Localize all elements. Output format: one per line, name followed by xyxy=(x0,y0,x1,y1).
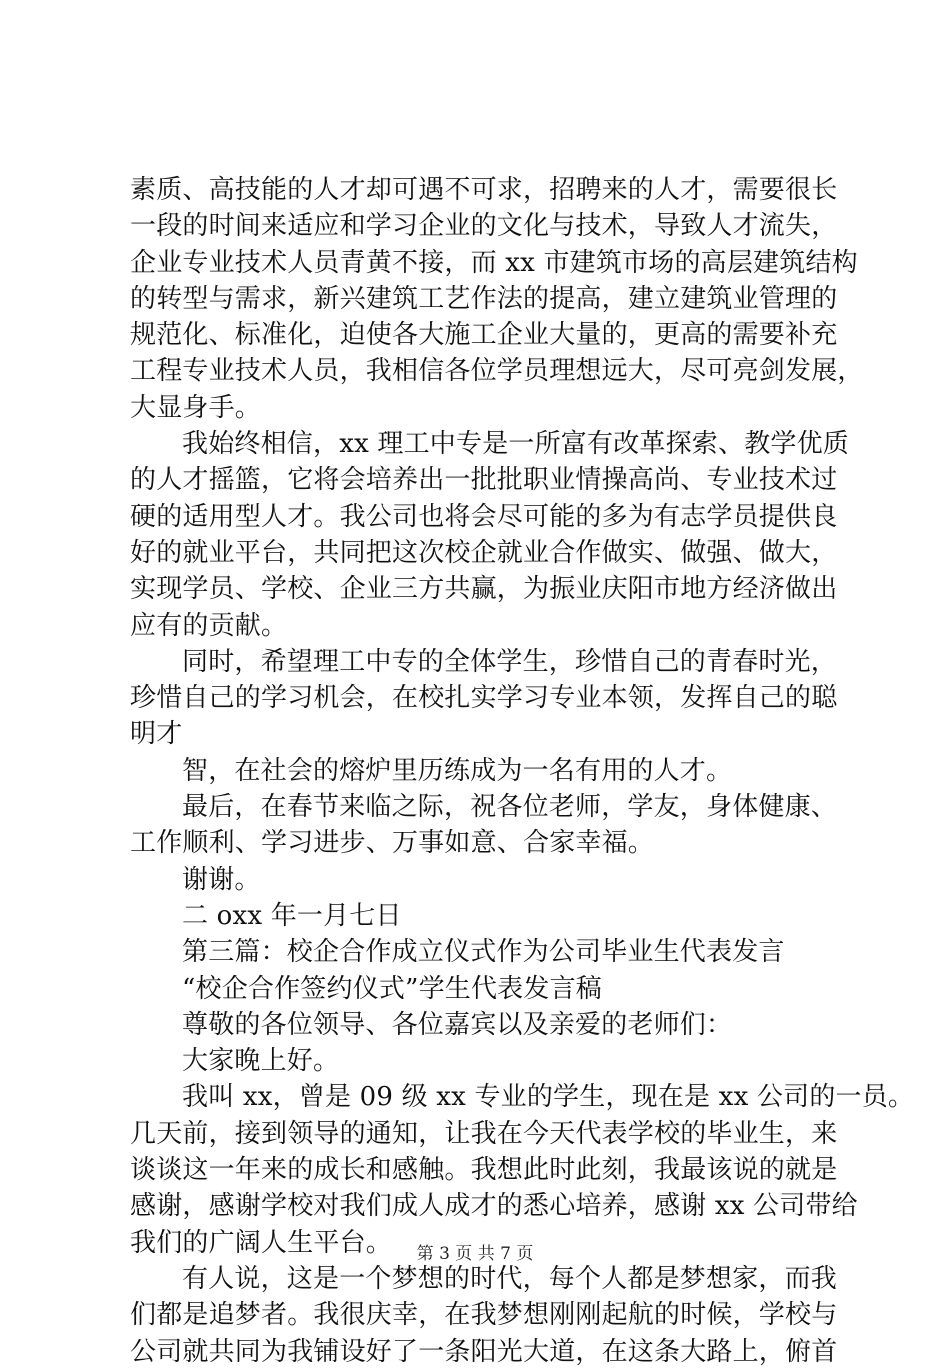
text-line: 大显身手。 xyxy=(130,392,262,423)
text-line: 珍惜自己的学习机会，在校扎实学习专业本领，发挥自己的聪 xyxy=(130,683,838,714)
text-line: 规范化、标准化，迫使各大施工企业大量的，更高的需要补充 xyxy=(130,320,838,351)
text-line: 工作顺利、学习进步、万事如意、合家幸福。 xyxy=(130,828,655,859)
text-line: 工程专业技术人员，我相信各位学员理想远大，尽可亮剑发展， xyxy=(130,356,864,387)
text-line: 的人才摇篮，它将会培养出一批批职业情操高尚、专业技术过 xyxy=(130,465,838,496)
text-line: 有人说，这是一个梦想的时代，每个人都是梦想家，而我 xyxy=(182,1263,838,1294)
greeting: 大家晚上好。 xyxy=(182,1046,340,1077)
text-line: 谢谢。 xyxy=(182,864,261,895)
page-number-footer: 第 3 页 共 7 页 xyxy=(416,1244,534,1264)
document-body xyxy=(130,172,915,1370)
text-line: 最后，在春节来临之际，祝各位老师，学友，身体健康、 xyxy=(182,792,838,823)
text-line: 的转型与需求，新兴建筑工艺作法的提高，建立建筑业管理的 xyxy=(130,283,838,314)
text-line: 同时，希望理工中专的全体学生，珍惜自己的青春时光， xyxy=(182,646,838,677)
text-line: 公司就共同为我铺设好了一条阳光大道，在这条大路上，俯首 xyxy=(130,1336,838,1367)
text-line: 应有的贡献。 xyxy=(130,610,288,641)
text-line: 们都是追梦者。我很庆幸，在我梦想刚刚起航的时候，学校与 xyxy=(130,1300,838,1331)
text-line: 几天前，接到领导的通知，让我在今天代表学校的毕业生，来 xyxy=(130,1118,838,1149)
text-line: 谈谈这一年来的成长和感触。我想此时此刻，我最该说的就是 xyxy=(130,1155,838,1186)
text-line: 素质、高技能的人才却可遇不可求，招聘来的人才，需要很长 xyxy=(130,175,838,205)
text-line: 我始终相信，xx 理工中专是一所富有改革探索、教学优质 xyxy=(182,429,849,460)
speech-title: “校企合作签约仪式”学生代表发言稿 xyxy=(182,973,602,1004)
text-line: 好的就业平台，共同把这次校企就业合作做实、做强、做大， xyxy=(130,537,838,568)
text-line: 企业专业技术人员青黄不接，而 xx 市建筑市场的高层建筑结构 xyxy=(130,247,858,278)
text-line: 智，在社会的熔炉里历练成为一名有用的人才。 xyxy=(182,755,733,786)
section-heading: 第三篇：校企合作成立仪式作为公司毕业生代表发言 xyxy=(182,937,785,968)
text-line: 我们的广阔人生平台。 xyxy=(130,1227,393,1258)
date-line: 二 oxx 年一月七日 xyxy=(182,900,402,931)
text-line: 一段的时间来适应和学习企业的文化与技术，导致人才流失， xyxy=(130,211,838,242)
text-line: 实现学员、学校、企业三方共赢，为振业庆阳市地方经济做出 xyxy=(130,574,838,605)
text-line: 我叫 xx，曾是 09 级 xx 专业的学生，现在是 xx 公司的一员。 xyxy=(182,1082,915,1113)
text-line: 感谢，感谢学校对我们成人成才的悉心培养，感谢 xx 公司带给 xyxy=(130,1191,858,1222)
text-line: 硬的适用型人才。我公司也将会尽可能的多为有志学员提供良 xyxy=(130,501,838,532)
text-line: 明才 xyxy=(130,719,183,750)
salutation: 尊敬的各位领导、各位嘉宾以及亲爱的老师们： xyxy=(182,1009,733,1040)
